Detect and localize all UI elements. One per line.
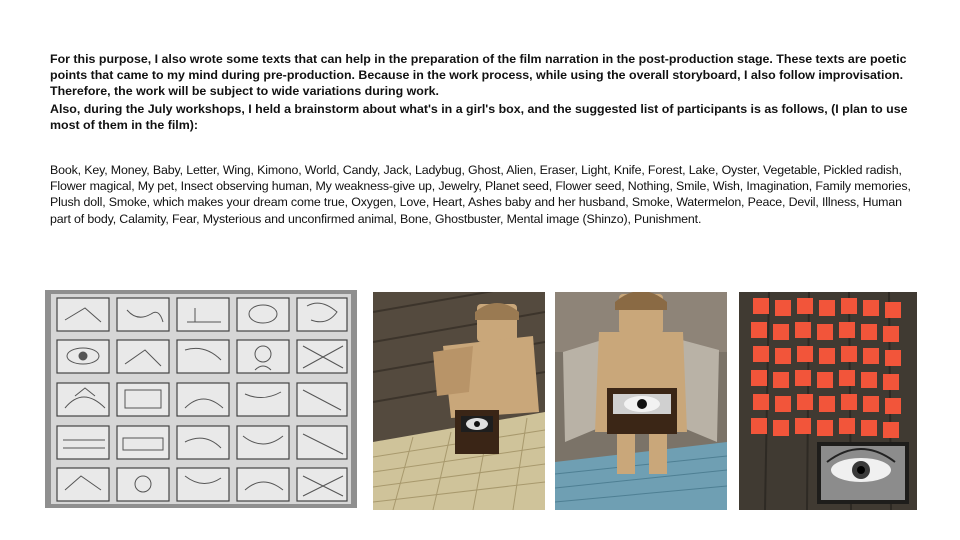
cardboard-figure-on-mat-photo: [373, 292, 545, 510]
red-cards-and-eye-photo: [739, 292, 917, 510]
storyboard-sketches-photo: [45, 290, 357, 508]
intro-paragraph: For this purpose, I also wrote some texts that can help in the preparation of the film narration in the post-production stage. These texts are poetic points that came to my mind during pre-production. Because in the work process, while using the overall storyboard, I also follow improvisation. Therefore, the work will be subject to wide variations during work.: [50, 52, 907, 99]
workshop-paragraph: Also, during the July workshops, I held a brainstorm about what's in a girl's box, and the suggested list of participants is as follows, (I plan to use most of them in the film):: [50, 102, 908, 133]
cardboard-figure-with-wings-photo: [555, 292, 727, 510]
participants-list-paragraph: Book, Key, Money, Baby, Letter, Wing, Kimono, World, Candy, Jack, Ladybug, Ghost, Alien, Eraser, Light, Knife, Forest, Lake, Oyster, Vegetable, Pickled radish, Flower magical, My pet, Insect observing human, My weakness-give up, Jewelry, Planet seed, Flower seed, Nothing, Smile, Wish, Imagination, Family memories, Plush doll, Smoke, which makes your dream come true, Oxygen, Love, Heart, Ashes baby and her husband, Smoke, Watermelon, Peace, Devil, Illness, Human part of body, Calamity, Fear, Mysterious and unconfirmed animal, Bone, Ghostbuster, Mental image (Shinzo), Punishment.: [50, 163, 911, 226]
